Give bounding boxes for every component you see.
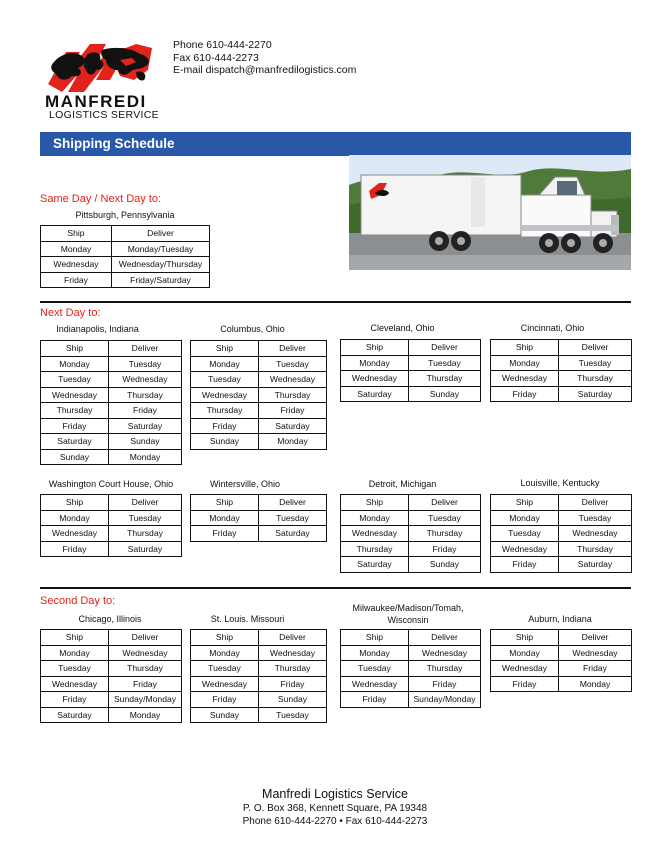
table-row [41, 403, 182, 419]
table-header-row [491, 495, 632, 511]
ship-day-cell: Friday [491, 557, 559, 573]
ship-day-cell: Sunday [191, 434, 259, 450]
ship-day-cell: Saturday [41, 434, 109, 450]
city-label: Milwaukee/Madison/Tomah, [352, 603, 464, 613]
schedule-table-chicago [40, 629, 182, 723]
deliver-day-cell: Thursday [409, 526, 481, 542]
deliver-day-cell: Thursday [559, 371, 632, 387]
ship-day-cell: Saturday [41, 707, 109, 723]
section-next-day: Next Day to: [40, 307, 101, 319]
city-label: Columbus, Ohio [220, 324, 285, 334]
column-header-ship: Ship [491, 495, 559, 511]
deliver-day-cell: Tuesday [559, 510, 632, 526]
section-same-day: Same Day / Next Day to: [40, 193, 162, 205]
column-header-deliver: Deliver [112, 226, 210, 242]
column-header-ship: Ship [191, 630, 259, 646]
table-row [41, 692, 182, 708]
city-label: Cleveland, Ohio [370, 323, 435, 333]
deliver-day-cell: Thursday [559, 541, 632, 557]
company-logo [40, 40, 172, 96]
table-row [191, 418, 327, 434]
table-header-row [341, 630, 481, 646]
deliver-day-cell: Friday [409, 676, 481, 692]
deliver-day-cell: Monday [259, 434, 327, 450]
email-text: E-mail dispatch@manfredilogistics.com [173, 64, 357, 76]
deliver-day-cell: Saturday [259, 418, 327, 434]
table-header-row [41, 226, 210, 242]
schedule-table-washington [40, 494, 182, 557]
deliver-day-cell: Sunday [259, 692, 327, 708]
table-row [341, 661, 481, 677]
table-row [341, 371, 481, 387]
table-row [191, 661, 327, 677]
deliver-day-cell: Friday [559, 661, 632, 677]
deliver-day-cell: Wednesday [559, 645, 632, 661]
deliver-day-cell: Thursday [109, 661, 182, 677]
ship-day-cell: Monday [41, 510, 109, 526]
column-header-ship: Ship [41, 495, 109, 511]
table-header-row [41, 341, 182, 357]
ship-day-cell: Saturday [341, 386, 409, 402]
logo-tagline: LOGISTICS SERVICE [49, 109, 159, 121]
phone-text: Phone 610-444-2270 [173, 39, 272, 51]
ship-day-cell: Wednesday [191, 676, 259, 692]
footer-address: P. O. Box 368, Kennett Square, PA 19348 [242, 803, 428, 814]
deliver-day-cell: Friday/Saturday [112, 272, 210, 288]
table-row [341, 557, 481, 573]
schedule-table-cleveland [340, 339, 481, 402]
ship-day-cell: Monday [341, 355, 409, 371]
table-row [341, 645, 481, 661]
deliver-day-cell: Sunday/Monday [109, 692, 182, 708]
deliver-day-cell: Thursday [109, 526, 182, 542]
deliver-day-cell: Thursday [259, 661, 327, 677]
deliver-day-cell: Tuesday [259, 510, 327, 526]
deliver-day-cell: Monday [109, 707, 182, 723]
table-row [41, 645, 182, 661]
ship-day-cell: Tuesday [41, 661, 109, 677]
ship-day-cell: Thursday [41, 403, 109, 419]
table-header-row [491, 630, 632, 646]
table-row [41, 356, 182, 372]
ship-day-cell: Wednesday [341, 371, 409, 387]
deliver-day-cell: Thursday [409, 661, 481, 677]
table-row [41, 541, 182, 557]
ship-day-cell: Monday [191, 645, 259, 661]
column-header-deliver: Deliver [559, 340, 632, 356]
table-row [41, 510, 182, 526]
table-row [41, 257, 210, 273]
ship-day-cell: Friday [41, 692, 109, 708]
schedule-table-louisville [490, 494, 632, 573]
city-label: Wintersville, Ohio [209, 479, 281, 489]
table-row [41, 661, 182, 677]
deliver-day-cell: Saturday [559, 386, 632, 402]
deliver-day-cell: Friday [259, 676, 327, 692]
ship-day-cell: Tuesday [491, 526, 559, 542]
schedule-table-stlouis [190, 629, 327, 723]
column-header-deliver: Deliver [259, 341, 327, 357]
deliver-day-cell: Wednesday [259, 372, 327, 388]
deliver-day-cell: Wednesday [109, 645, 182, 661]
ship-day-cell: Wednesday [341, 526, 409, 542]
deliver-day-cell: Thursday [409, 371, 481, 387]
city-label: St. Louis. Missouri [210, 614, 285, 624]
ship-day-cell: Monday [191, 510, 259, 526]
city-label: Louisville, Kentucky [520, 478, 600, 488]
column-header-deliver: Deliver [409, 340, 481, 356]
deliver-day-cell: Friday [409, 541, 481, 557]
deliver-day-cell: Tuesday [559, 355, 632, 371]
table-row [491, 355, 632, 371]
column-header-deliver: Deliver [109, 630, 182, 646]
footer-company-name: Manfredi Logistics Service [262, 787, 408, 801]
ship-day-cell: Monday [491, 355, 559, 371]
contact-info [173, 39, 356, 77]
deliver-day-cell: Thursday [109, 387, 182, 403]
deliver-day-cell: Monday [559, 676, 632, 692]
ship-day-cell: Monday [491, 510, 559, 526]
table-row [341, 692, 481, 708]
ship-day-cell: Monday [341, 510, 409, 526]
table-row [191, 526, 327, 542]
table-row [41, 241, 210, 257]
deliver-day-cell: Wednesday [409, 645, 481, 661]
ship-day-cell: Monday [191, 356, 259, 372]
ship-day-cell: Friday [191, 526, 259, 542]
table-row [41, 372, 182, 388]
table-row [191, 434, 327, 450]
table-row [491, 661, 632, 677]
ship-day-cell: Monday [41, 241, 112, 257]
ship-day-cell: Friday [41, 418, 109, 434]
ship-day-cell: Wednesday [41, 676, 109, 692]
table-row [341, 526, 481, 542]
table-header-row [191, 341, 327, 357]
ship-day-cell: Wednesday [491, 541, 559, 557]
column-header-ship: Ship [341, 495, 409, 511]
city-label: Pittsburgh, Pennsylvania [75, 210, 175, 220]
title-banner [40, 132, 631, 156]
column-header-deliver: Deliver [259, 495, 327, 511]
table-header-row [491, 340, 632, 356]
table-row [191, 707, 327, 723]
ship-day-cell: Friday [191, 418, 259, 434]
table-header-row [41, 495, 182, 511]
ship-day-cell: Wednesday [491, 661, 559, 677]
table-row [491, 510, 632, 526]
semi-truck-photo [349, 155, 631, 270]
ship-day-cell: Saturday [341, 557, 409, 573]
schedule-table-wintersville [190, 494, 327, 542]
ship-day-cell: Thursday [341, 541, 409, 557]
city-label: Detroit, Michigan [368, 479, 437, 489]
table-header-row [41, 630, 182, 646]
table-row [491, 386, 632, 402]
ship-day-cell: Monday [41, 356, 109, 372]
ship-day-cell: Friday [41, 541, 109, 557]
table-row [41, 272, 210, 288]
schedule-table-columbus [190, 340, 327, 450]
table-row [41, 418, 182, 434]
logo-wordmark: MANFREDI [45, 92, 147, 111]
table-row [341, 541, 481, 557]
table-row [341, 355, 481, 371]
column-header-deliver: Deliver [409, 630, 481, 646]
ship-day-cell: Tuesday [191, 372, 259, 388]
table-header-row [341, 340, 481, 356]
table-row [191, 692, 327, 708]
deliver-day-cell: Tuesday [109, 510, 182, 526]
ship-day-cell: Sunday [41, 449, 109, 465]
table-row [191, 387, 327, 403]
column-header-ship: Ship [341, 630, 409, 646]
schedule-table-pittsburgh [40, 225, 210, 288]
world-map-logo-icon [40, 40, 172, 96]
deliver-day-cell: Tuesday [259, 707, 327, 723]
table-row [41, 387, 182, 403]
deliver-day-cell: Saturday [559, 557, 632, 573]
ship-day-cell: Friday [491, 386, 559, 402]
column-header-ship: Ship [491, 630, 559, 646]
ship-day-cell: Friday [41, 272, 112, 288]
city-label: Washington Court House, Ohio [48, 479, 174, 489]
ship-day-cell: Monday [41, 645, 109, 661]
table-row [191, 403, 327, 419]
footer-phones: Phone 610-444-2270 • Fax 610-444-2273 [242, 816, 428, 827]
column-header-deliver: Deliver [559, 495, 632, 511]
ship-day-cell: Wednesday [191, 387, 259, 403]
table-row [491, 526, 632, 542]
table-row [341, 510, 481, 526]
table-row [41, 449, 182, 465]
schedule-table-cincinnati [490, 339, 632, 402]
city-label-line2: Wisconsin [387, 615, 429, 625]
ship-day-cell: Tuesday [341, 661, 409, 677]
deliver-day-cell: Wednesday [559, 526, 632, 542]
column-header-ship: Ship [41, 630, 109, 646]
table-row [41, 676, 182, 692]
deliver-day-cell: Wednesday [259, 645, 327, 661]
deliver-day-cell: Wednesday/Thursday [112, 257, 210, 273]
deliver-day-cell: Tuesday [259, 356, 327, 372]
deliver-day-cell: Sunday [109, 434, 182, 450]
column-header-ship: Ship [341, 340, 409, 356]
deliver-day-cell: Tuesday [409, 355, 481, 371]
schedule-table-indianapolis [40, 340, 182, 465]
ship-day-cell: Friday [191, 692, 259, 708]
city-label: Indianapolis, Indiana [56, 324, 139, 334]
deliver-day-cell: Monday [109, 449, 182, 465]
table-row [191, 356, 327, 372]
deliver-day-cell: Friday [109, 403, 182, 419]
table-row [491, 557, 632, 573]
schedule-table-detroit [340, 494, 481, 573]
deliver-day-cell: Tuesday [109, 356, 182, 372]
fax-text: Fax 610-444-2273 [173, 51, 259, 64]
ship-day-cell: Thursday [191, 403, 259, 419]
column-header-ship: Ship [491, 340, 559, 356]
ship-day-cell: Sunday [191, 707, 259, 723]
deliver-day-cell: Sunday [409, 386, 481, 402]
ship-day-cell: Wednesday [491, 371, 559, 387]
deliver-day-cell: Friday [259, 403, 327, 419]
city-label: Auburn, Indiana [528, 614, 592, 624]
table-row [341, 386, 481, 402]
ship-day-cell: Wednesday [341, 676, 409, 692]
column-header-deliver: Deliver [409, 495, 481, 511]
ship-day-cell: Monday [341, 645, 409, 661]
column-header-deliver: Deliver [259, 630, 327, 646]
table-header-row [191, 630, 327, 646]
table-row [41, 707, 182, 723]
column-header-ship: Ship [191, 341, 259, 357]
ship-day-cell: Tuesday [41, 372, 109, 388]
ship-day-cell: Wednesday [41, 257, 112, 273]
table-row [191, 645, 327, 661]
column-header-deliver: Deliver [559, 630, 632, 646]
column-header-ship: Ship [41, 341, 109, 357]
column-header-ship: Ship [191, 495, 259, 511]
deliver-day-cell: Sunday [409, 557, 481, 573]
deliver-day-cell: Saturday [109, 541, 182, 557]
table-row [491, 371, 632, 387]
table-row [191, 510, 327, 526]
deliver-day-cell: Saturday [259, 526, 327, 542]
deliver-day-cell: Friday [109, 676, 182, 692]
deliver-day-cell: Tuesday [409, 510, 481, 526]
column-header-deliver: Deliver [109, 341, 182, 357]
ship-day-cell: Monday [491, 645, 559, 661]
schedule-table-milwaukee [340, 629, 481, 708]
table-row [41, 526, 182, 542]
table-row [191, 372, 327, 388]
table-header-row [191, 495, 327, 511]
column-header-deliver: Deliver [109, 495, 182, 511]
deliver-day-cell: Thursday [259, 387, 327, 403]
table-row [41, 434, 182, 450]
table-row [191, 676, 327, 692]
section-second-day: Second Day to: [40, 595, 116, 607]
ship-day-cell: Tuesday [191, 661, 259, 677]
table-row [491, 541, 632, 557]
ship-day-cell: Wednesday [41, 387, 109, 403]
ship-day-cell: Friday [341, 692, 409, 708]
city-label: Cincinnati, Ohio [520, 323, 585, 333]
ship-day-cell: Friday [491, 676, 559, 692]
deliver-day-cell: Saturday [109, 418, 182, 434]
table-row [491, 676, 632, 692]
deliver-day-cell: Monday/Tuesday [112, 241, 210, 257]
deliver-day-cell: Wednesday [109, 372, 182, 388]
table-row [491, 645, 632, 661]
table-row [341, 676, 481, 692]
divider [40, 301, 631, 303]
page-title: Shipping Schedule [53, 136, 175, 151]
schedule-table-auburn [490, 629, 632, 692]
ship-day-cell: Wednesday [41, 526, 109, 542]
column-header-ship: Ship [41, 226, 112, 242]
deliver-day-cell: Sunday/Monday [409, 692, 481, 708]
city-label: Chicago, Illinois [78, 614, 142, 624]
divider [40, 587, 631, 589]
table-header-row [341, 495, 481, 511]
